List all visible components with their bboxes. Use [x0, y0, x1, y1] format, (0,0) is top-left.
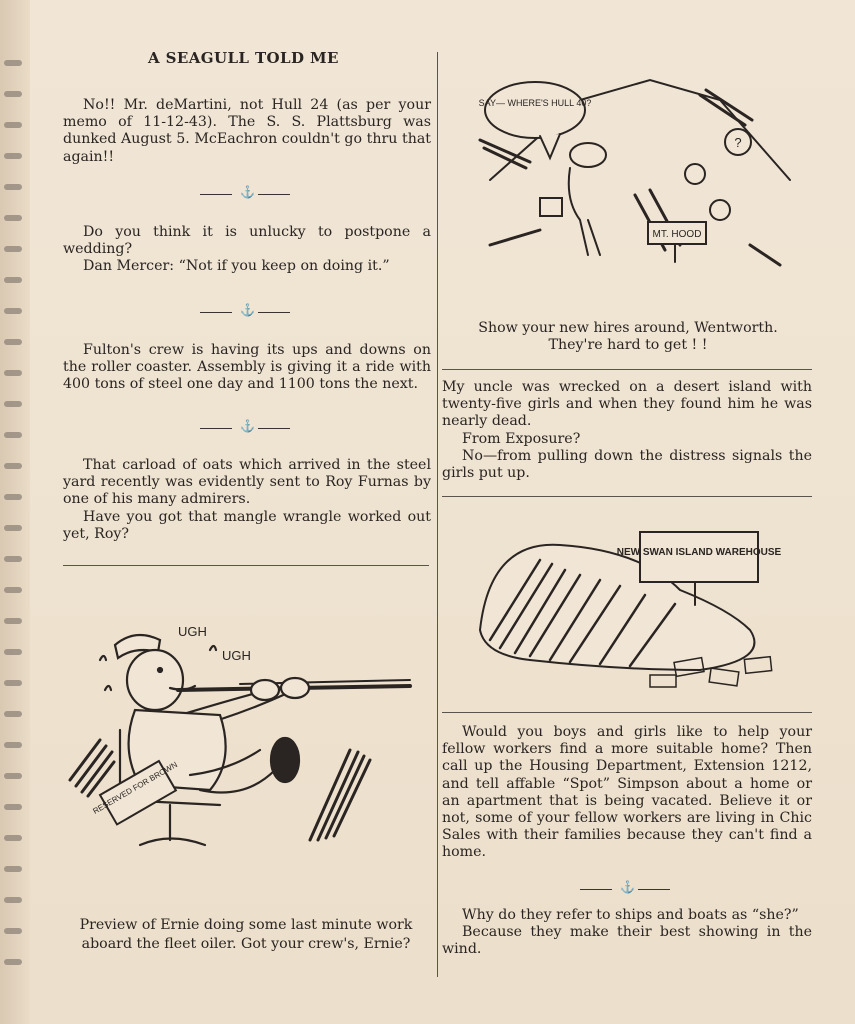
binding-ring — [4, 401, 22, 407]
binding-ring — [4, 866, 22, 872]
binding-ring — [4, 277, 22, 283]
binding-ring — [4, 308, 22, 314]
spiral-binding — [0, 0, 30, 1024]
binding-ring — [4, 122, 22, 128]
binding-ring — [4, 246, 22, 252]
binding-ring — [4, 339, 22, 345]
section-rule — [63, 565, 429, 566]
item-hull-24: No!! Mr. deMartini, not Hull 24 (as per your memo of 11-12-43). The S. S. Plattsburg was dunked August 5. McEachron couldn't go thru that again!! — [63, 97, 431, 165]
binding-ring — [4, 773, 22, 779]
binding-ring — [4, 153, 22, 159]
binding-ring — [4, 835, 22, 841]
section-rule — [442, 496, 812, 497]
cartoon-mt-hood — [470, 70, 810, 280]
section-rule — [442, 712, 812, 713]
bubble-text: SAY— WHERE'S HULL 40? — [478, 98, 592, 108]
binding-ring — [4, 60, 22, 66]
binding-ring — [4, 928, 22, 934]
anchor-separator: ⚓ — [580, 882, 670, 896]
binding-ring — [4, 494, 22, 500]
ugh-text-2: UGH — [222, 648, 251, 663]
item-ships-she: Why do they refer to ships and boats as “she?” Because they make their best showing in the wind. — [442, 907, 812, 958]
item-wedding: Do you think it is unlucky to postpone a wedding? Dan Mercer: “Not if you keep on doing it.” — [63, 224, 431, 275]
binding-ring — [4, 742, 22, 748]
item-oats: That carload of oats which arrived in the steel yard recently was evidently sent to Roy Furnas by one of his many admirers. Have you got that mangle wrangle worked out yet, Roy? — [63, 457, 431, 542]
binding-ring — [4, 618, 22, 624]
question-mark: ? — [734, 135, 742, 150]
item-desert-island: My uncle was wrecked on a desert island with twenty-five girls and when they found him he was nearly dead. From Exposure? No—from pulling down the distress signals the girls put up. — [442, 379, 812, 482]
column-divider — [437, 52, 438, 977]
item-roller-coaster: Fulton's crew is having its ups and downs on the roller coaster. Assembly is giving it a ride with 400 tons of steel one day and 1100 tons the next. — [63, 342, 431, 393]
sign-mt-hood: MT. HOOD — [652, 229, 702, 240]
binding-ring — [4, 215, 22, 221]
binding-ring — [4, 463, 22, 469]
sign-warehouse: NEW SWAN ISLAND WAREHOUSE — [616, 547, 782, 558]
anchor-separator: ⚓ — [200, 187, 290, 201]
binding-ring — [4, 804, 22, 810]
cartoon-warehouse — [470, 520, 810, 700]
binding-ring — [4, 184, 22, 190]
binding-ring — [4, 959, 22, 965]
binding-ring — [4, 680, 22, 686]
section-rule — [442, 369, 812, 370]
binding-ring — [4, 91, 22, 97]
binding-ring — [4, 897, 22, 903]
sign-reserved: RESERVED FOR BROWN — [91, 760, 179, 816]
ugh-text-1: UGH — [178, 624, 207, 639]
binding-ring — [4, 525, 22, 531]
binding-ring — [4, 556, 22, 562]
binding-ring — [4, 649, 22, 655]
binding-ring — [4, 432, 22, 438]
binding-ring — [4, 711, 22, 717]
binding-ring — [4, 370, 22, 376]
item-new-hires: Show your new hires around, Wentworth. They're hard to get ! ! — [478, 320, 778, 354]
cartoon-ernie — [60, 600, 430, 870]
anchor-separator: ⚓ — [200, 421, 290, 435]
anchor-separator: ⚓ — [200, 305, 290, 319]
caption-ernie: Preview of Ernie doing some last minute work aboard the fleet oiler. Got your crew's, Ernie? — [79, 917, 413, 952]
binding-ring — [4, 587, 22, 593]
page-title: A SEAGULL TOLD ME — [148, 49, 339, 67]
item-housing: Would you boys and girls like to help your fellow workers find a more suitable home? Then call up the Housing Department, Extension 1212, and tell affable “Spot” Simpson about a home or an apartment that is being vacated. Believe it or not, some of your fellow workers are living in Chic Sales with their families because they can't find a home. — [442, 724, 812, 861]
